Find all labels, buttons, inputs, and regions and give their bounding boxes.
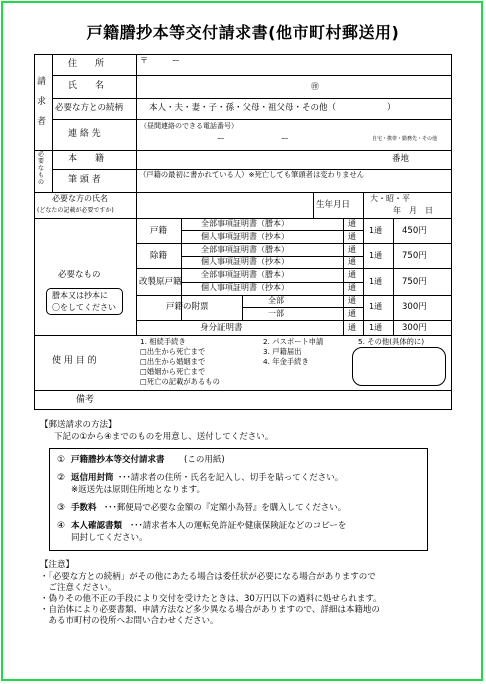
step-title: 返信用封筒 (71, 473, 114, 483)
birth-ymd[interactable]: 年 月 日 (393, 206, 433, 215)
doc-unit: 通 (348, 270, 356, 279)
contact-label: 連 絡 先 (68, 129, 101, 139)
doc-count[interactable]: 1通 (369, 323, 383, 332)
relation-label: 必要な方との続柄 (55, 103, 124, 113)
purpose-option[interactable]: □死亡の記載があるもの (140, 377, 220, 386)
tick-note-line1: 謄本又は抄本に (52, 291, 108, 300)
doc-unit: 通 (348, 323, 356, 332)
doc-count[interactable]: 1通 (369, 302, 383, 311)
name-field[interactable] (137, 76, 307, 97)
doc-price: 300円 (402, 302, 427, 312)
doc-count[interactable]: 1通 (369, 226, 383, 235)
purpose-option[interactable]: □出生から婚姻まで (140, 357, 206, 366)
seal-mark: ㊞ (311, 82, 319, 91)
purpose-option[interactable]: 4. 年金手続き (263, 357, 309, 366)
step-text: ･･･請求者本人の運転免許証や健康保険証などのコピーを (130, 521, 347, 531)
requester-section-label: 請求者 (37, 77, 47, 127)
head-label: 筆 頭 者 (68, 175, 101, 185)
name-label: 氏 名 (68, 81, 105, 91)
step-number: ④ (57, 521, 66, 531)
note-line: ご注意ください。 (40, 583, 117, 593)
doc-unit: 通 (348, 283, 356, 292)
person-name-field[interactable] (137, 193, 312, 217)
era-options[interactable]: 大・昭・平 (370, 194, 410, 203)
step-text: (この用紙) (184, 455, 225, 465)
step-text: ･･･郵便局で必要な金額の『定額小為替』を購入してください。 (104, 503, 347, 513)
step-number: ② (57, 473, 66, 483)
step-subtext: ※返送先は原則住所地となります。 (71, 485, 205, 495)
purpose-other-field[interactable] (352, 347, 446, 386)
note-line: ・自治体により必要書類、申請方法など多少異なる場合がありますので、詳細は本籍地の (40, 605, 380, 615)
step-title: 手数料 (71, 503, 97, 513)
remarks-field[interactable] (137, 391, 451, 409)
doc-unit: 通 (348, 219, 356, 228)
note-line: ある市町村の役所へお問い合わせください。 (40, 616, 219, 626)
relation-options[interactable]: 本人・夫・妻・子・孫・父母・祖父母・その他（ ） (149, 103, 396, 113)
purpose-option[interactable]: 1. 相続手続き (140, 337, 186, 346)
doc-item[interactable]: 一部 (268, 309, 284, 318)
step-text: ･･･請求者の住所・氏名を記入し、切手を貼ってください。 (118, 473, 344, 483)
doc-count[interactable]: 1通 (369, 277, 383, 286)
doc-unit: 通 (348, 257, 356, 266)
note-line: ・「必要な方との続柄」がその他にあたる場合は委任状が必要になる場合がありますので (40, 572, 376, 582)
doc-unit: 通 (348, 232, 356, 241)
notes-header: 【注意】 (40, 560, 75, 570)
doc-price: 300円 (402, 323, 427, 333)
purpose-option[interactable]: □出生から死亡まで (140, 347, 206, 356)
doc-price: 750円 (402, 251, 427, 261)
contact-phone-field[interactable]: ー ー (217, 134, 289, 143)
doc-item[interactable]: 全部事項証明書（謄本） (201, 219, 289, 228)
doc-price: 450円 (402, 226, 427, 236)
honseki-field[interactable] (137, 151, 387, 168)
needed-side-label: 必要なもの (38, 151, 45, 186)
doc-group-name: 改製原戸籍 (139, 277, 182, 287)
doc-item[interactable]: 個人事項証明書（抄本） (201, 232, 289, 241)
address-label: 住 所 (68, 59, 105, 69)
step-title: 本人確認書類 (71, 521, 123, 531)
doc-item[interactable]: 全部事項証明書（謄本） (201, 245, 289, 254)
tick-note-line2: 〇をしてください (52, 303, 116, 312)
step-subtext: 同封してください。 (71, 533, 148, 543)
address-field[interactable]: 〒 ー (140, 56, 180, 65)
note-line: ・偽りその他不正の手段により交付を受けたときは、30万円以下の過料に処せられます。 (40, 594, 382, 604)
doc-price: 750円 (402, 277, 427, 287)
contact-hint: （昼間連絡のできる電話番号） (140, 122, 238, 130)
doc-count[interactable]: 1通 (369, 251, 383, 260)
doc-group-name[interactable]: 身分証明書 (200, 323, 243, 333)
purpose-option[interactable]: 2. パスポート申請 (263, 337, 324, 346)
head-hint: （戸籍の最初に書かれている人）※死亡しても筆頭者は変わりません (139, 170, 365, 179)
step-number: ③ (57, 503, 66, 513)
doc-group-name: 戸籍 (150, 226, 168, 236)
doc-group-name: 戸籍の附票 (166, 302, 209, 312)
method-intro: 下記の①から④までのものを用意し、送付してください。 (54, 432, 274, 442)
purpose-option[interactable]: □婚姻から死亡まで (140, 367, 206, 376)
contact-types: 自宅・携帯・勤務先・その他 (372, 136, 438, 142)
form-title: 戸籍謄抄本等交付請求書(他市町村郵送用) (86, 23, 400, 42)
doc-unit: 通 (348, 296, 356, 305)
step-title: 戸籍謄抄本等交付請求書 (71, 455, 165, 465)
doc-group-name: 除籍 (150, 251, 168, 261)
doc-unit: 通 (348, 245, 356, 254)
doc-item[interactable]: 全部 (268, 296, 284, 305)
doc-item[interactable]: 全部事項証明書（謄本） (201, 270, 289, 279)
step-number: ① (57, 455, 66, 465)
birth-label: 生年月日 (316, 200, 351, 210)
doc-item[interactable]: 個人事項証明書（抄本） (201, 257, 289, 266)
honseki-suffix: 番地 (392, 154, 410, 164)
honseki-label: 本 籍 (68, 154, 105, 164)
person-label: 必要な方の氏名 (52, 194, 108, 203)
documents-left-label: 必要なもの (58, 270, 101, 280)
purpose-label: 使 用 目 的 (52, 356, 97, 366)
purpose-option[interactable]: 3. 戸籍届出 (263, 347, 302, 356)
method-header: 【郵送請求の方法】 (40, 420, 117, 430)
remarks-label: 備考 (76, 395, 95, 405)
doc-item[interactable]: 個人事項証明書（抄本） (201, 283, 289, 292)
purpose-option[interactable]: 5. その他(具体的に) (358, 337, 425, 346)
doc-unit: 通 (348, 309, 356, 318)
person-hint: (どなたの記載が必要ですか) (37, 207, 114, 214)
